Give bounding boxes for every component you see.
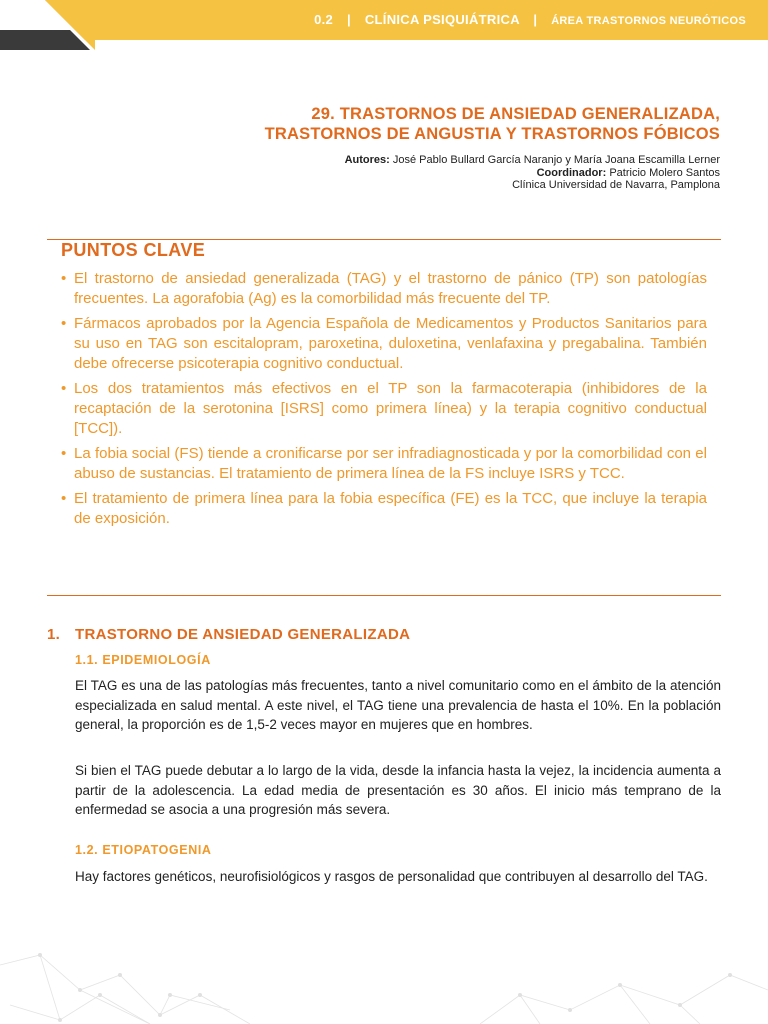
authors-names: José Pablo Bullard García Naranjo y María Joana Escamilla Lerner <box>392 154 720 166</box>
header-book-title: CLÍNICA PSIQUIÁTRICA <box>364 12 520 27</box>
paragraph: Si bien el TAG puede debutar a lo largo de la vida, desde la infancia hasta la vejez, la incidencia aumenta a partir de la adolescencia. La edad media de presentación es 30 años. El inicio más temprano de la enfermedad se asocia a una progresión más severa. <box>75 763 721 817</box>
authors-line <box>265 154 720 167</box>
header-separator: | <box>347 12 351 27</box>
chapter-title-line-2: TRASTORNOS DE ANGUSTIA Y TRASTORNOS FÓBICOS <box>264 125 720 143</box>
key-point-item: • Los dos tratamientos más efectivos en el TP son la farmacoterapia (inhibidores de la recaptación de la serotonina [ISRS] como primera línea) y la terapia cognitivo conductual [TCC]). <box>61 379 707 439</box>
key-points-box <box>47 239 721 596</box>
key-points-list <box>61 269 707 534</box>
coordinator-label: Coordinador: <box>536 166 607 179</box>
header-corner-decoration <box>0 0 95 50</box>
coordinator-line <box>265 167 720 180</box>
key-point-item: • El tratamiento de primera línea para la fobia específica (FE) es la TCC, que incluye la terapia de exposición. <box>61 489 707 529</box>
header-separator: | <box>533 12 538 27</box>
key-point-item: • Fármacos aprobados por la Agencia Española de Medicamentos y Productos Sanitarios para su uso en TAG son escitalopram, paroxetina, duloxetina, venlafaxina y pregabalina. También debe ofrecerse psicoterapia cognitivo conductual. <box>61 314 707 374</box>
subsection-heading-etiopatogenia: 1.2. ETIOPATOGENIA <box>75 843 212 857</box>
section-number: 1. <box>47 626 61 643</box>
coordinator-name: Patricio Molero Santos <box>609 166 720 179</box>
chapter-title-line-1: 29. TRASTORNOS DE ANSIEDAD GENERALIZADA, <box>311 105 720 123</box>
header-section-number: 0.2 <box>314 12 334 27</box>
chapter-credits <box>265 154 720 192</box>
network-decoration <box>0 935 768 1024</box>
chapter-title-block <box>265 104 720 192</box>
authors-label: Autores: <box>344 154 390 166</box>
header-area: ÁREA TRASTORNOS NEURÓTICOS <box>551 15 746 27</box>
paragraph: Hay factores genéticos, neurofisiológicos y rasgos de personalidad que contribuyen al desarrollo del TAG. <box>75 869 708 884</box>
subsection-heading-epidemiologia: 1.1. EPIDEMIOLOGÍA <box>75 653 211 667</box>
key-point-item: • La fobia social (FS) tiende a cronificarse por ser infradiagnosticada y por la comorbilidad con el abuso de sustancias. El tratamiento de primera línea de la FS incluye ISRS y TCC. <box>61 444 707 484</box>
section-heading <box>47 626 410 643</box>
section-title: TRASTORNO DE ANSIEDAD GENERALIZADA <box>75 626 411 643</box>
running-header <box>314 12 746 27</box>
paragraph: El TAG es una de las patologías más frecuentes, tanto a nivel comunitario como en el ámbito de la atención especializada en salud mental. A este nivel, el TAG tiene una prevalencia de hasta el 10%. En la población general, la proporción es de 1,5-2 veces mayor en mujeres que en hombres. <box>75 678 721 732</box>
key-point-item: • El trastorno de ansiedad generalizada (TAG) y el trastorno de pánico (TP) son patologías frecuentes. La agorafobia (Ag) es la comorbilidad más frecuente del TP. <box>61 269 707 309</box>
key-points-title: PUNTOS CLAVE <box>61 240 206 260</box>
institution-line: Clínica Universidad de Navarra, Pamplona <box>512 179 720 191</box>
